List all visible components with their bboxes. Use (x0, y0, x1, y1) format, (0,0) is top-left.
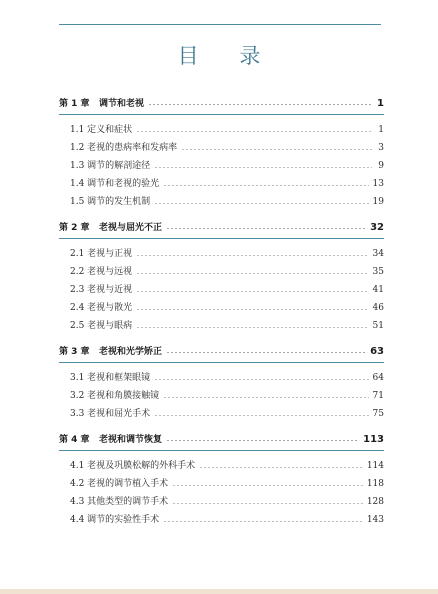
section-label: 4.3 其他类型的调节手术 (70, 497, 169, 507)
dot-leader (136, 309, 368, 310)
dot-leader (172, 485, 363, 486)
chapter-title: 调节和老视 (99, 99, 145, 109)
section-label: 2.3 老视与近视 (70, 285, 133, 295)
section-label: 2.1 老视与正视 (70, 249, 133, 259)
toc-entry[interactable] (59, 369, 384, 387)
toc-entry[interactable] (59, 263, 384, 281)
dot-leader (136, 255, 368, 256)
dot-leader (166, 440, 359, 441)
chapter-title: 老视和调节恢复 (99, 435, 163, 445)
toc-entry[interactable] (59, 121, 384, 139)
page-number: 64 (372, 373, 384, 383)
section-label: 2.5 老视与眼病 (70, 321, 133, 331)
toc-entry[interactable] (59, 475, 384, 493)
dot-leader (163, 185, 368, 186)
chapter-heading[interactable] (59, 217, 384, 238)
section-label: 2.4 老视与散光 (70, 303, 133, 313)
page-number: 114 (366, 461, 384, 471)
chapter-number: 第 3 章 (59, 347, 90, 357)
section-label: 4.4 调节的实验性手术 (70, 515, 160, 525)
toc-entry[interactable] (59, 457, 384, 475)
toc-entry[interactable] (59, 493, 384, 511)
chapter-number: 第 2 章 (59, 223, 90, 233)
page-number: 34 (372, 249, 384, 259)
section-label: 3.1 老视和框架眼镜 (70, 373, 151, 383)
toc-entry[interactable] (59, 157, 384, 175)
chapter-title: 老视和光学矫正 (99, 347, 163, 357)
page-number: 35 (372, 267, 384, 277)
page-number: 143 (366, 515, 384, 525)
chapter-number: 第 1 章 (59, 99, 90, 109)
dot-leader (163, 521, 363, 522)
section-label: 3.3 老视和屈光手术 (70, 409, 151, 419)
page-number: 1 (377, 98, 384, 109)
toc-entry[interactable] (59, 511, 384, 529)
section-label: 1.2 老视的患病率和发病率 (70, 143, 178, 153)
page-number: 3 (378, 143, 384, 153)
toc-entry[interactable] (59, 387, 384, 405)
dot-leader (166, 228, 366, 229)
chapter-heading[interactable] (59, 93, 384, 114)
page-number: 113 (363, 434, 384, 445)
page-number: 32 (370, 222, 384, 233)
dot-leader (148, 104, 372, 105)
section-label: 2.2 老视与远视 (70, 267, 133, 277)
page-number: 75 (372, 409, 384, 419)
toc-entry[interactable] (59, 139, 384, 157)
chapter-title: 老视与屈光不正 (99, 223, 163, 233)
section-label: 3.2 老视和角膜接触镜 (70, 391, 160, 401)
dot-leader (163, 397, 368, 398)
toc-entry[interactable] (59, 317, 384, 335)
dot-leader (172, 503, 363, 504)
section-label: 1.3 调节的解剖途径 (70, 161, 151, 171)
section-label: 1.4 调节和老视的验光 (70, 179, 160, 189)
page-number: 51 (372, 321, 384, 331)
page-number: 1 (378, 125, 384, 135)
page-number: 63 (370, 346, 384, 357)
page-title: 目 录 (177, 44, 278, 68)
dot-leader (154, 379, 368, 380)
toc-entry[interactable] (59, 405, 384, 423)
section-label: 1.5 调节的发生机制 (70, 197, 151, 207)
chapter-heading[interactable] (59, 341, 384, 362)
page-number: 41 (372, 285, 384, 295)
chapter-heading[interactable] (59, 429, 384, 450)
footer-band (0, 589, 438, 594)
toc-entry[interactable] (59, 175, 384, 193)
chapter-number: 第 4 章 (59, 435, 90, 445)
section-label: 4.2 老视的调节植入手术 (70, 479, 169, 489)
dot-leader (136, 327, 368, 328)
toc-entry[interactable] (59, 281, 384, 299)
dot-leader (166, 352, 366, 353)
page-number: 46 (372, 303, 384, 313)
dot-leader (154, 203, 368, 204)
page-number: 71 (372, 391, 384, 401)
toc-entry[interactable] (59, 193, 384, 211)
dot-leader (136, 273, 368, 274)
page-number: 9 (378, 161, 384, 171)
dot-leader (136, 131, 372, 132)
dot-leader (154, 167, 372, 168)
dot-leader (181, 149, 372, 150)
table-of-contents (59, 93, 384, 529)
page-number: 13 (372, 179, 384, 189)
section-label: 4.1 老视及巩膜松解的外科手术 (70, 461, 196, 471)
dot-leader (136, 291, 368, 292)
dot-leader (199, 467, 363, 468)
page-number: 118 (366, 479, 384, 489)
top-rule (59, 24, 381, 25)
section-label: 1.1 定义和症状 (70, 125, 133, 135)
dot-leader (154, 415, 368, 416)
page-number: 128 (366, 497, 384, 507)
toc-entry[interactable] (59, 245, 384, 263)
page-number: 19 (372, 197, 384, 207)
toc-entry[interactable] (59, 299, 384, 317)
